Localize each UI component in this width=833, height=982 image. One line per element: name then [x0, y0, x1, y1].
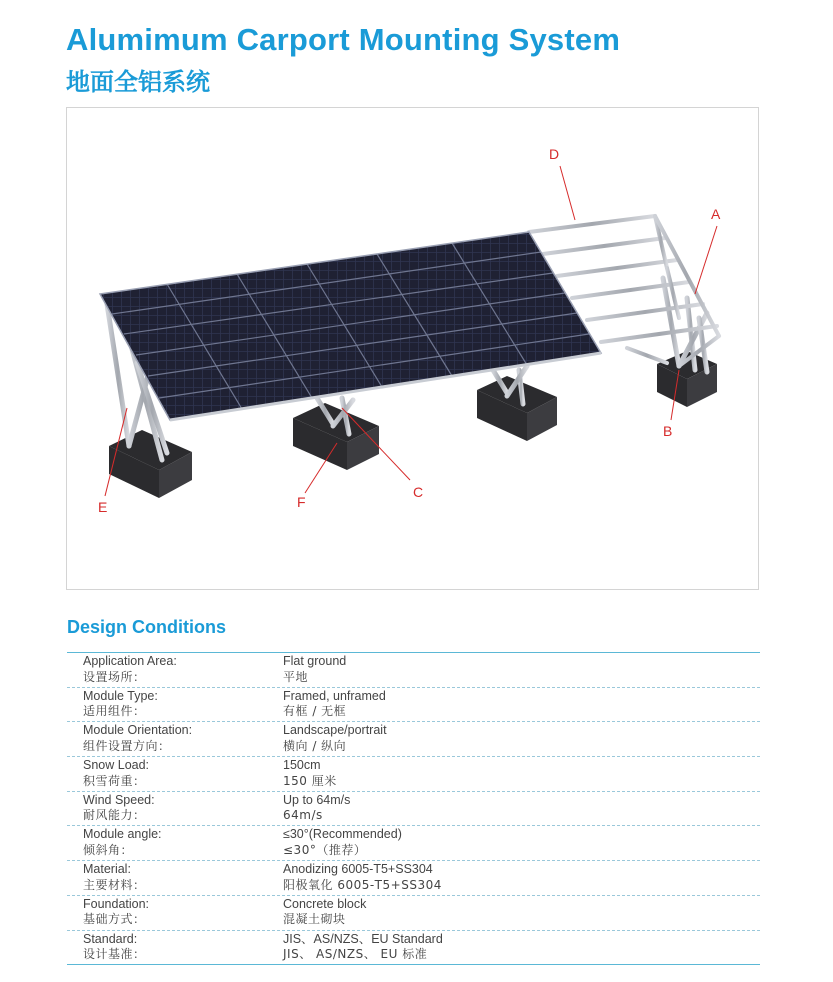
label-en: Material: [83, 862, 131, 877]
callout-f: F [297, 494, 306, 510]
table-row [67, 861, 760, 896]
callout-b: B [663, 423, 673, 439]
label-cn: 倾斜角： [83, 842, 134, 857]
label-en: Foundation: [83, 896, 150, 911]
concrete-block [293, 403, 379, 470]
table-row [67, 896, 760, 931]
callout-d: D [549, 146, 560, 162]
table-row [67, 653, 760, 688]
table-row [67, 688, 760, 723]
label-cn: 组件设置方向： [83, 738, 171, 753]
page-subtitle-cn: 地面全铝系统 [66, 68, 210, 96]
label-cn: 积雪荷重： [83, 773, 146, 788]
carport-illustration [66, 107, 759, 590]
value-cn: 有框 / 无框 [283, 704, 347, 719]
value-en: Framed, unframed [283, 688, 386, 703]
concrete-block [109, 430, 192, 498]
label-cn: 主要材料： [83, 877, 146, 892]
value-en: JIS、AS/NZS、EU Standard [283, 931, 443, 946]
value-en: Concrete block [283, 896, 367, 911]
label-en: Wind Speed: [83, 792, 155, 807]
callout-c: C [413, 484, 424, 500]
value-cn: 横向 / 纵向 [283, 738, 347, 753]
value-cn: 混凝土砌块 [283, 912, 346, 927]
value-cn: 阳极氧化 6005-T5+SS304 [283, 877, 442, 892]
value-en: Up to 64m/s [283, 792, 351, 807]
label-cn: 适用组件： [83, 704, 146, 719]
label-en: Application Area: [83, 654, 177, 668]
label-cn: 设计基准： [83, 947, 146, 961]
table-row [67, 757, 760, 792]
value-cn: 平地 [283, 669, 309, 684]
label-en: Snow Load: [83, 758, 150, 773]
value-cn: 64m/s [283, 808, 323, 823]
page-title: Alumimum Carport Mounting System [66, 22, 621, 57]
label-cn: 设置场所： [83, 669, 146, 684]
label-cn: 基础方式： [83, 912, 146, 927]
section-title: Design Conditions [67, 617, 226, 637]
table-row [67, 931, 760, 966]
value-cn: ≤30°（推荐） [283, 842, 367, 857]
value-en: ≤30°(Recommended) [283, 827, 402, 842]
label-en: Module Type: [83, 688, 158, 703]
value-cn: JIS、 AS/NZS、 EU 标准 [283, 947, 428, 961]
label-en: Module angle: [83, 827, 162, 842]
label-cn: 耐风能力： [83, 808, 146, 823]
label-en: Standard: [83, 931, 138, 946]
design-conditions-table [67, 652, 760, 965]
value-cn: 150 厘米 [283, 773, 337, 788]
value-en: 150cm [283, 758, 321, 773]
table-row [67, 826, 760, 861]
table-row [67, 792, 760, 827]
table-row [67, 722, 760, 757]
label-en: Module Orientation: [83, 723, 193, 738]
value-en: Flat ground [283, 654, 347, 668]
callout-a: A [711, 206, 721, 222]
value-en: Anodizing 6005-T5+SS304 [283, 862, 433, 877]
callout-e: E [98, 499, 108, 515]
value-en: Landscape/portrait [283, 723, 387, 738]
concrete-block [477, 376, 557, 441]
